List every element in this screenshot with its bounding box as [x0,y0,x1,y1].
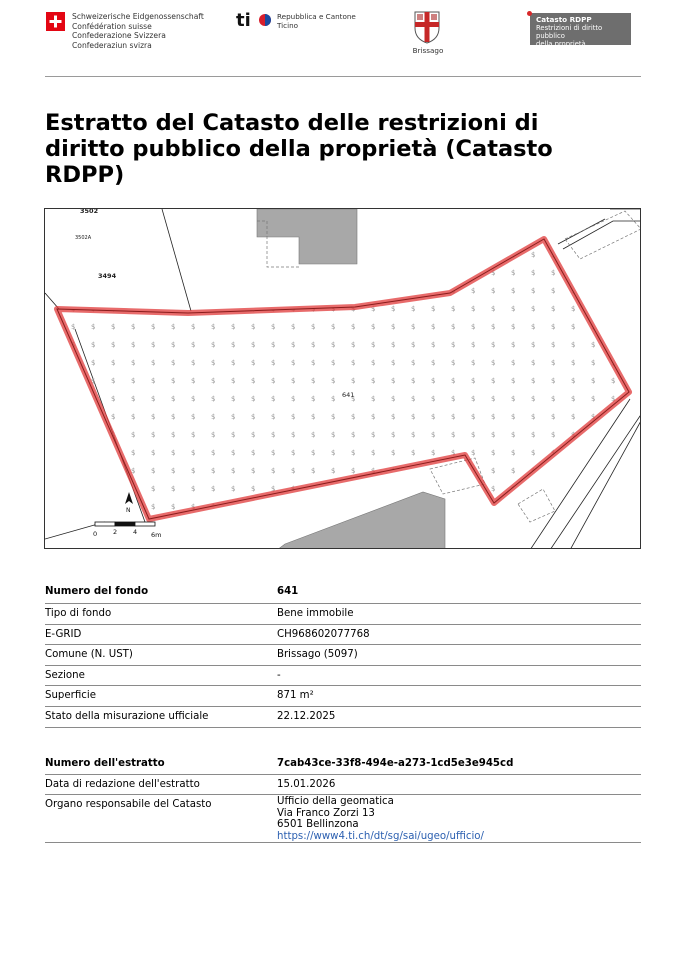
organ-line-office: Ufficio della geomatica [277,796,394,807]
rdpp-subtitle-2: della proprietà [536,40,586,48]
confederation-fr: Confédération suisse [72,21,152,31]
row-label-sezione: Sezione [45,670,85,681]
brissago-crest-icon [413,10,441,44]
row-value-superficie: 871 m² [277,690,314,701]
row-label-tipo-fondo: Tipo di fondo [45,608,112,619]
table-row [45,707,641,728]
scale-label-2: 2 [113,528,118,536]
extract-number-value: 7cab43ce-33f8-494e-a273-1cd5e3e945cd [277,758,514,769]
confederation-rm: Confederaziun svizra [72,40,152,50]
row-label-superficie: Superficie [45,690,96,701]
row-value-stato-misurazione: 22.12.2025 [277,711,336,722]
map-canvas [45,209,641,549]
extract-table [45,754,641,843]
row-value-numero-fondo: 641 [277,586,299,597]
ti-logo-text: ti [236,10,251,30]
organ-website-link[interactable]: https://www4.ti.ch/dt/sg/sai/ugeo/ufficio/ [277,830,484,842]
row-label-stato-misurazione: Stato della misurazione ufficiale [45,711,209,722]
rdpp-title: Catasto RDPP [536,15,592,24]
table-row [45,666,641,686]
table-row [45,795,641,843]
extract-date-label: Data di redazione dell'estratto [45,779,200,790]
swiss-flag-logo [46,12,65,31]
organ-address [277,796,484,842]
rdpp-dot-icon [527,11,532,16]
canton-line-2: Ticino [277,20,299,30]
rdpp-badge [530,13,631,48]
north-arrow-icon [125,492,133,514]
parcel-label-641: 641 [342,391,355,399]
parcel-641 [57,239,629,519]
table-row [45,754,641,775]
building-north [257,209,357,264]
organ-line-street: Via Franco Zorzi 13 [277,807,375,819]
property-table [45,582,641,728]
table-row [45,582,641,604]
table-row [45,645,641,666]
parcel-label-3502: 3502 [80,209,99,215]
cadastral-map[interactable] [44,208,641,549]
header-divider [45,76,641,77]
municipality-label: Brissago [412,46,444,55]
confederation-names [72,12,204,50]
organ-line-city: 6501 Bellinzona [277,819,359,830]
canton-name [277,13,356,30]
row-value-tipo-fondo: Bene immobile [277,608,354,619]
parcel-label-3494: 3494 [98,272,117,280]
canton-line-1: Repubblica e Cantone [277,12,356,21]
rdpp-subtitle-1: Restrizioni di diritto pubblico [536,24,603,40]
parcel-label-3502a: 3502A [75,235,92,241]
row-value-sezione: - [277,670,281,681]
page-title: Estratto del Catasto delle restrizioni di diritto pubblico della proprietà (Catasto RDPP) [45,110,553,188]
extract-date-value: 15.01.2026 [277,779,336,790]
row-label-egrid: E-GRID [45,629,82,640]
table-row [45,775,641,795]
row-label-comune: Comune (N. UST) [45,649,133,660]
row-label-numero-fondo: Numero del fondo [45,586,149,597]
north-label: N [126,507,131,514]
table-row [45,604,641,625]
extract-number-label: Numero dell'estratto [45,758,165,769]
scale-label-4: 4 [133,528,138,536]
ticino-logo [236,10,272,30]
scale-label-0: 0 [93,530,98,538]
scale-bar [93,522,161,539]
confederation-it: Confederazione Svizzera [72,31,166,41]
table-row [45,625,641,645]
row-value-egrid: CH968602077768 [277,629,370,640]
row-value-comune: Brissago (5097) [277,649,358,660]
building-south [277,492,445,549]
confederation-de: Schweizerische Eidgenossenschaft [72,12,204,21]
organ-label: Organo responsabile del Catasto [45,799,212,810]
table-row [45,686,641,707]
scale-label-6m: 6m [151,531,162,539]
